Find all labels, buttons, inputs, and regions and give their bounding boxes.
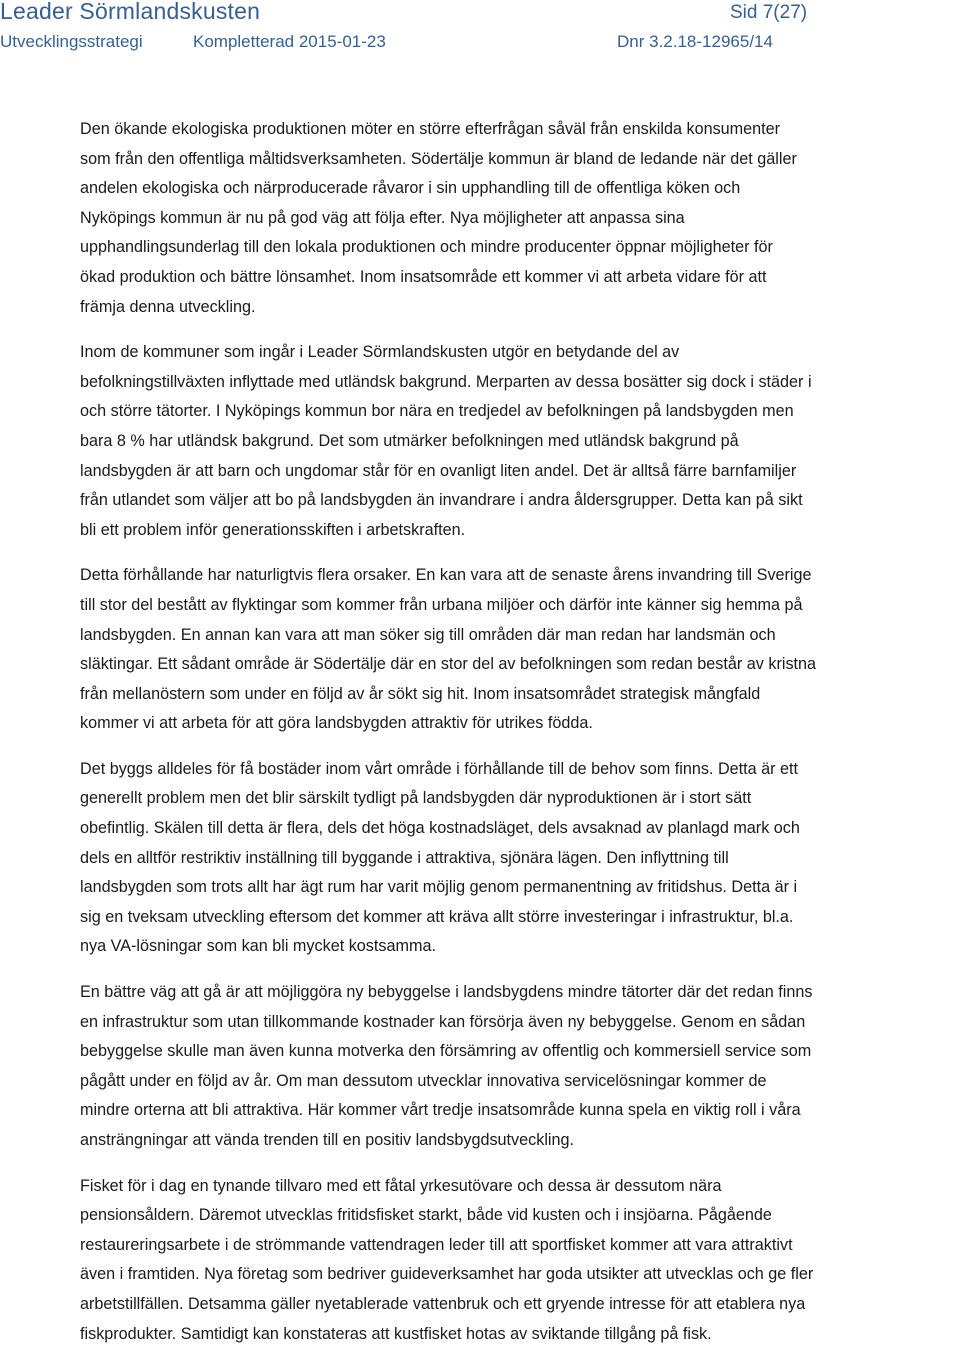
text-line: dels en alltför restriktiv inställning till byggande i attraktiva, sjönära lägen. Den inflyttning till xyxy=(80,848,729,867)
paragraph-settlement xyxy=(80,978,960,1156)
text-line: pensionsåldern. Däremot utvecklas fritidsfisket starkt, både vid kusten och i insjöarna. Pågående xyxy=(80,1206,772,1225)
text-line: Det byggs alldeles för få bostäder inom vårt område i förhållande till de behov som finns. Detta är ett xyxy=(80,759,799,778)
text-line: upphandlingsunderlag till den lokala produktionen och mindre producenter öppnar möjligheter för xyxy=(80,238,773,257)
text-line: som från den offentliga måltidsverksamheten. Södertälje kommun är bland de ledande när det gäller xyxy=(80,149,797,168)
text-line: bara 8 % har utländsk bakgrund. Det som utmärker befolkningen med utländsk bakgrund på xyxy=(80,431,739,450)
text-line: pågått under en följd av år. Om man dessutom utvecklar innovativa servicelösningar kommer de xyxy=(80,1071,767,1090)
document-body xyxy=(80,115,960,1365)
text-line: befolkningstillväxten inflyttade med utländsk bakgrund. Merparten av dessa bosätter sig dock i städer i xyxy=(80,372,812,391)
text-line: restaureringsarbete i de strömmande vattendragen leder till att sportfisket kommer att vara attraktivt xyxy=(80,1235,793,1254)
revision-date: Kompletterad 2015-01-23 xyxy=(193,32,386,51)
registration-number: Dnr 3.2.18-12965/14 xyxy=(617,32,773,51)
text-line: nya VA-lösningar som kan bli mycket kostsamma. xyxy=(80,937,436,956)
text-line: generellt problem men det blir särskilt tydligt på landsbygden där nyproduktionen är i stort sätt xyxy=(80,789,752,808)
document-type: Utvecklingsstrategi xyxy=(0,32,143,51)
text-line: en infrastruktur som utan tillkommande kostnader kan försörja även ny bebyggelse. Genom en sådan xyxy=(80,1012,806,1031)
text-line: bebyggelse skulle man även kunna motverka den försämring av offentlig och kommersiell service som xyxy=(80,1042,812,1061)
text-line: till stor del bestått av flyktingar som kommer från urbana miljöer och därför inte känner sig hemma på xyxy=(80,595,803,614)
text-line: även i framtiden. Nya företag som bedriver guideverksamhet har goda utsikter att utvecklas och ge fler xyxy=(80,1265,814,1284)
text-line: Den ökande ekologiska produktionen möter en större efterfrågan såväl från enskilda konsumenter xyxy=(80,120,781,138)
paragraph-food-production xyxy=(80,115,960,322)
text-line: mindre orterna att bli attraktiva. Här kommer vårt tredje insatsområde kunna spela en viktig roll i våra xyxy=(80,1101,801,1120)
text-line: Nyköpings kommun är nu på god väg att följa efter. Nya möjligheter att anpassa sina xyxy=(80,208,685,227)
text-line: fiskprodukter. Samtidigt kan konstateras att kustfisket hotas av sviktande tillgång på fisk. xyxy=(80,1324,712,1343)
text-line: landsbygden är att barn och ungdomar står för en ovanligt liten andel. Det är alltså färre barnfamiljer xyxy=(80,461,797,480)
text-line: sig en tveksam utveckling eftersom det kommer att kräva allt större investeringar i infrastruktur, bl.a. xyxy=(80,907,794,926)
text-line: En bättre väg att gå är att möjliggöra ny bebyggelse i landsbygdens mindre tätorter där det redan finns xyxy=(80,983,813,1002)
text-line: ökad produktion och bättre lönsamhet. Inom insatsområde ett kommer vi att arbeta vidare för att xyxy=(80,267,767,286)
text-line: släktingar. Ett sådant område är Södertälje där en stor del av befolkningen som redan består av kristna xyxy=(80,655,817,674)
page-number: Sid 7(27) xyxy=(730,2,808,23)
paragraph-causes xyxy=(80,561,960,739)
document-title: Leader Sörmlandskusten xyxy=(0,0,261,24)
text-line: Fisket för i dag en tynande tillvaro med ett fåtal yrkesutövare och dessa är dessutom nära xyxy=(80,1176,722,1195)
text-line: ansträngningar att vända trenden till en positiv landsbygdsutveckling. xyxy=(80,1131,575,1149)
text-line: landsbygden. En annan kan vara att man söker sig till områden där man redan har landsmän och xyxy=(80,625,776,644)
text-line: landsbygden som trots allt har ägt rum har varit möjlig genom permanentning av fritidshus. Detta är i xyxy=(80,878,798,897)
text-line: från utlandet som väljer att bo på landsbygden än invandrare i andra åldersgrupper. Detta kan på sikt xyxy=(80,491,803,510)
text-line: bli ett problem inför generationsskiften i arbetskraften. xyxy=(80,520,466,539)
text-line: arbetstillfällen. Detsamma gäller nyetablerade vattenbruk och ett gryende intresse för att etablera nya xyxy=(80,1294,806,1313)
text-line: Inom de kommuner som ingår i Leader Sörmlandskusten utgör en betydande del av xyxy=(80,343,680,362)
text-line: kommer vi att arbeta för att göra landsbygden attraktiv för utrikes födda. xyxy=(80,714,593,733)
text-line: från mellanöstern som under en följd av år sökt sig hit. Inom insatsområdet strategisk mångfald xyxy=(80,684,761,703)
paragraph-population xyxy=(80,338,960,545)
paragraph-fishing xyxy=(80,1172,960,1350)
text-line: obefintlig. Skälen till detta är flera, dels det höga kostnadsläget, dels avsaknad av planlagd mark och xyxy=(80,819,800,838)
text-line: och större tätorter. I Nyköpings kommun bor nära en tredjedel av befolkningen på landsbygden men xyxy=(80,402,794,421)
paragraph-housing xyxy=(80,755,960,962)
text-line: främja denna utveckling. xyxy=(80,297,256,316)
text-line: Detta förhållande har naturligtvis flera orsaker. En kan vara att de senaste årens invandring till Sverige xyxy=(80,566,812,585)
text-line: andelen ekologiska och närproducerade råvaror i sin upphandling till de offentliga köken och xyxy=(80,179,741,198)
